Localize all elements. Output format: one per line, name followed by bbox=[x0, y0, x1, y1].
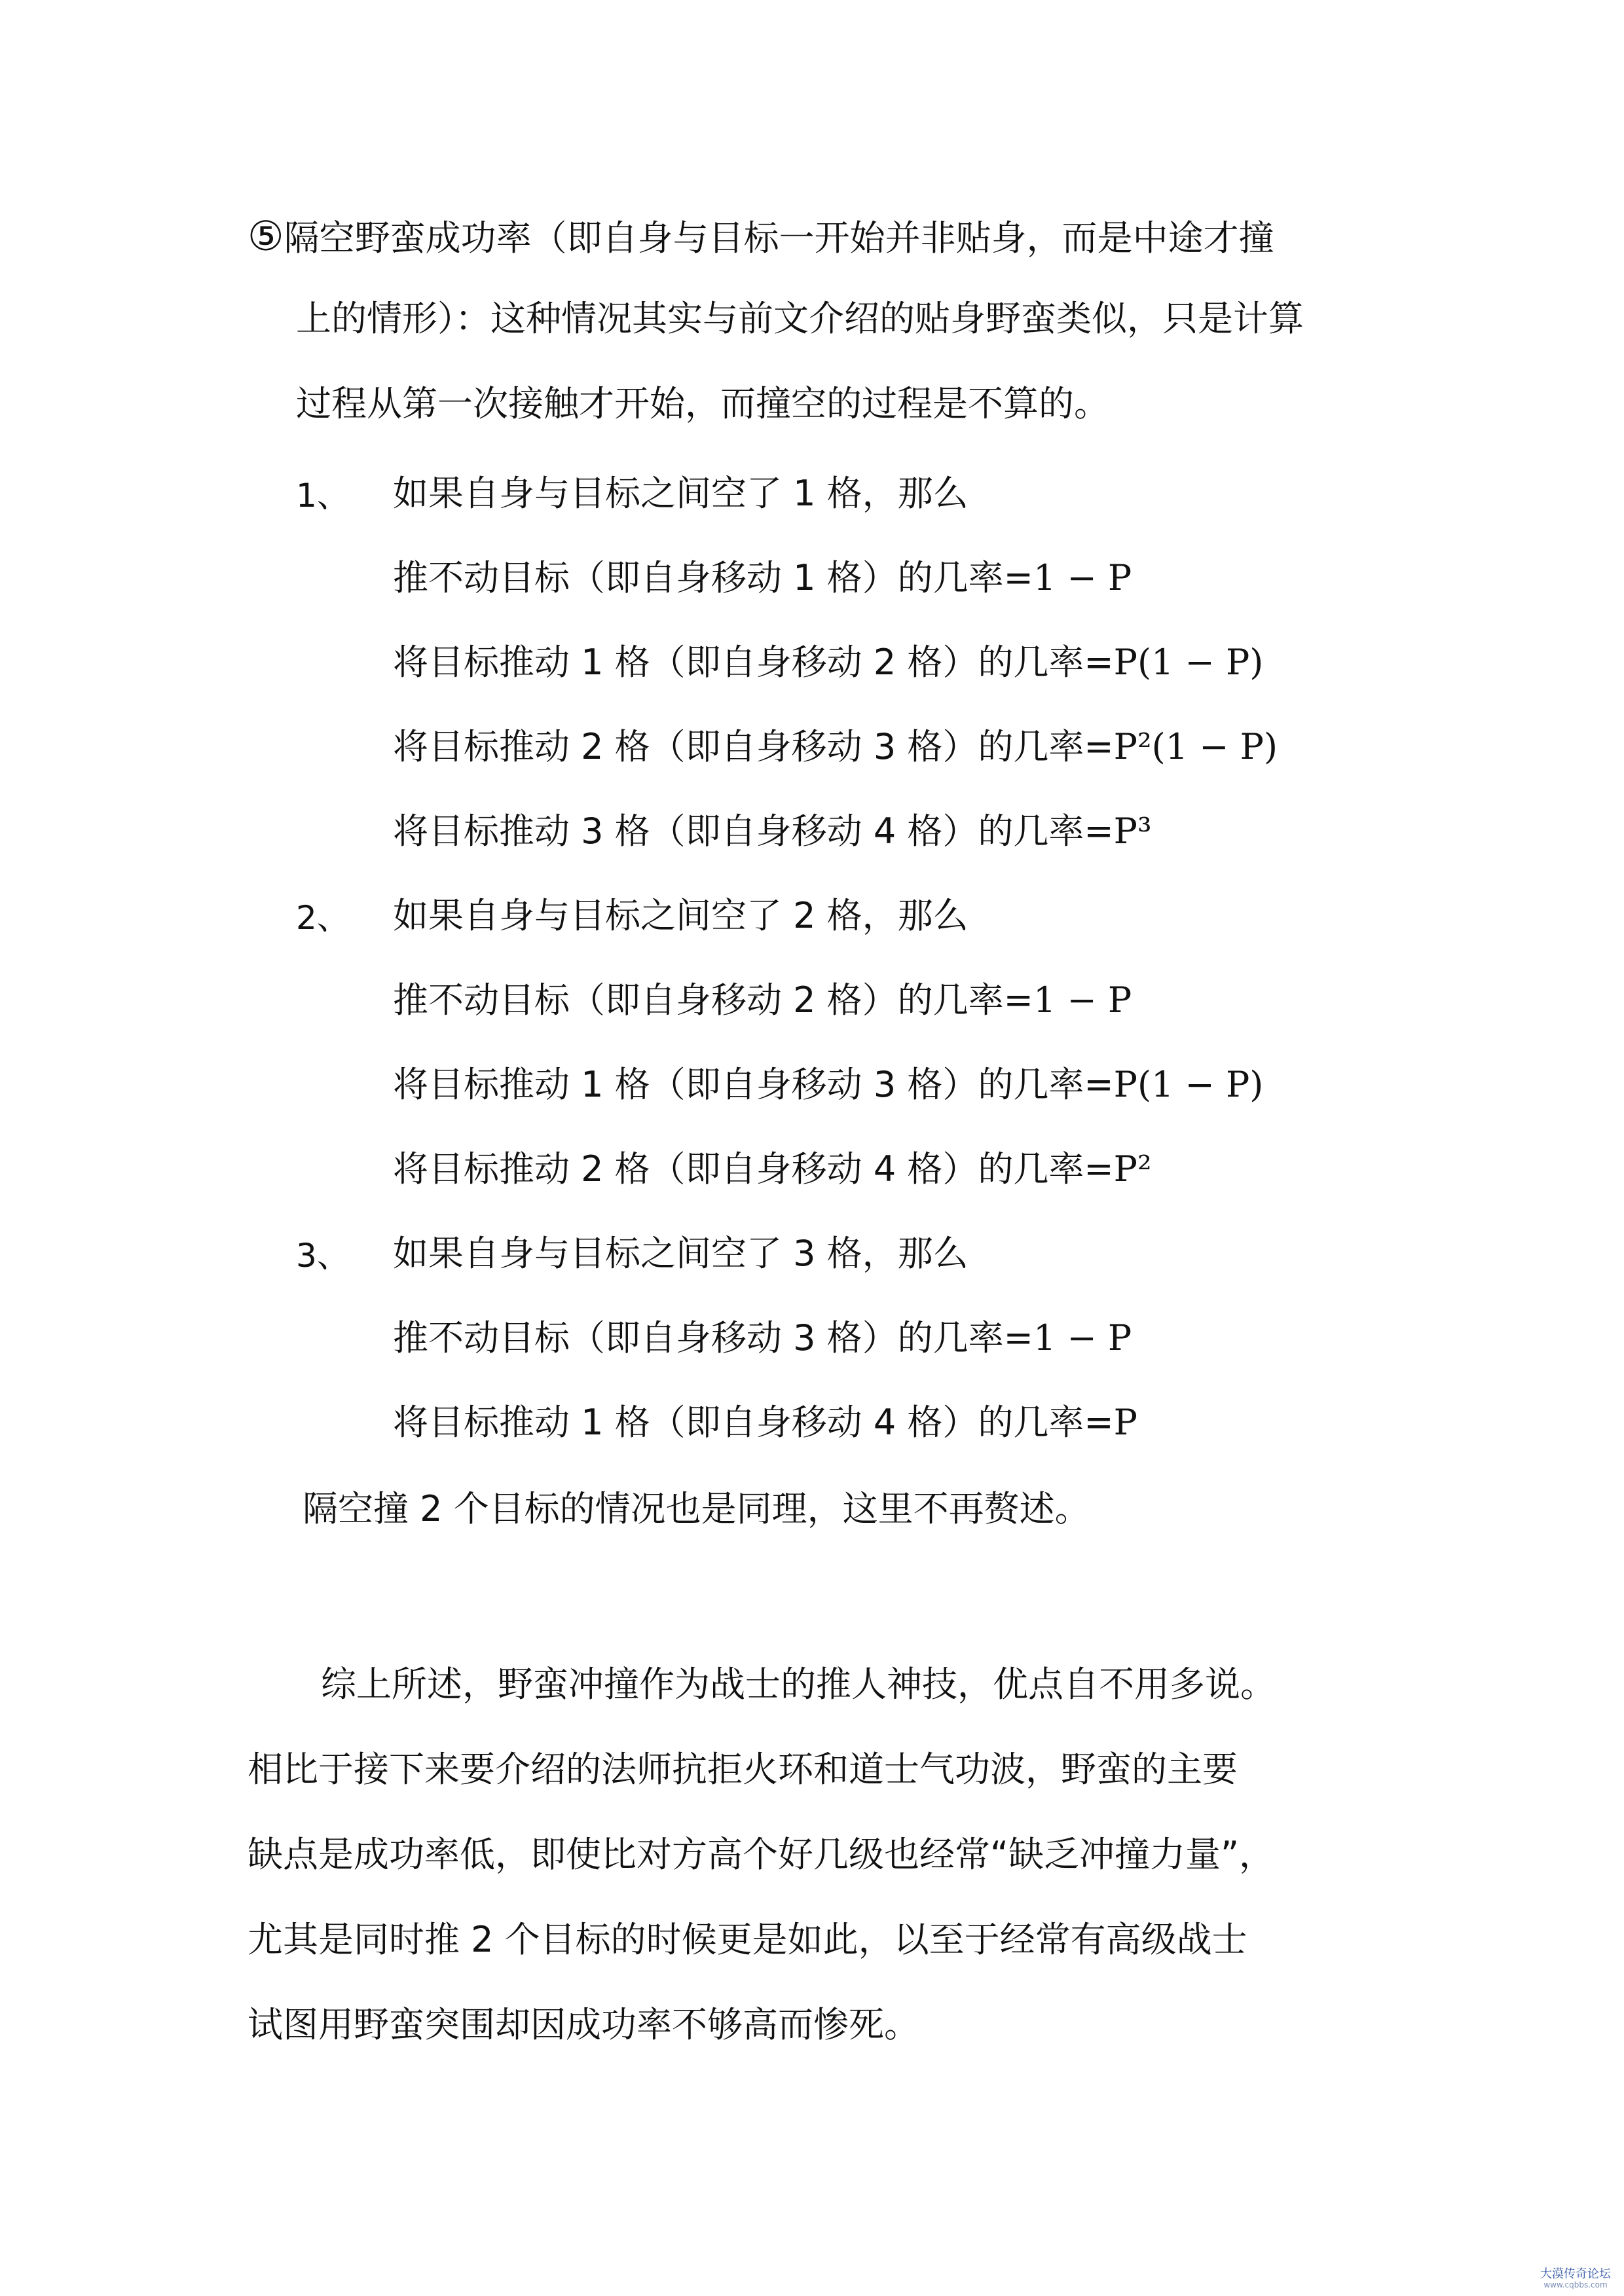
watermark bbox=[1540, 2268, 1611, 2289]
summary-line-5: 试图用野蛮突围却因成功率不够高而惨死。 bbox=[248, 2004, 919, 2045]
case-item-formula: P(1 − P) bbox=[1113, 1064, 1264, 1105]
case-item-formula: P²(1 − P) bbox=[1113, 726, 1278, 767]
case-3-item-2 bbox=[393, 1402, 1137, 1451]
summary-line-1: 综上所述，野蛮冲撞作为战士的推人神技，优点自不用多说。 bbox=[321, 1664, 1276, 1705]
note-line: 隔空撞 2 个目标的情况也是同理，这里不再赘述。 bbox=[303, 1488, 1090, 1529]
case-item-label: 将目标推动 2 格（即自身移动 3 格）的几率= bbox=[393, 726, 1114, 767]
section-5-line-1 bbox=[248, 212, 1274, 262]
case-1-heading: 如果自身与目标之间空了 1 格，那么 bbox=[393, 473, 969, 514]
case-2-item-3 bbox=[393, 1148, 1152, 1197]
section-5-line-2: 上的情形）：这种情况其实与前文介绍的贴身野蛮类似，只是计算 bbox=[296, 298, 1304, 339]
case-1-item-4 bbox=[393, 811, 1152, 860]
case-3-number: 3、 bbox=[296, 1237, 350, 1275]
case-item-label: 将目标推动 3 格（即自身移动 4 格）的几率= bbox=[393, 811, 1114, 852]
case-item-formula: P³ bbox=[1113, 811, 1152, 852]
case-1-item-2 bbox=[393, 642, 1264, 691]
watermark-title: 大漠传奇论坛 bbox=[1540, 2267, 1611, 2282]
case-item-formula: 1 − P bbox=[1033, 1317, 1132, 1358]
case-item-label: 将目标推动 1 格（即自身移动 2 格）的几率= bbox=[393, 642, 1114, 683]
section-5-line-3: 过程从第一次接触才开始，而撞空的过程是不算的。 bbox=[296, 383, 1109, 424]
case-1-number: 1、 bbox=[296, 477, 350, 515]
case-item-label: 将目标推动 1 格（即自身移动 3 格）的几率= bbox=[393, 1064, 1114, 1105]
case-2-number: 2、 bbox=[296, 899, 350, 937]
case-3-item-1 bbox=[393, 1317, 1132, 1366]
case-item-label: 推不动目标（即自身移动 1 格）的几率= bbox=[393, 557, 1033, 598]
case-item-formula: P(1 − P) bbox=[1113, 642, 1264, 683]
circled-number-5: ⑤ bbox=[248, 212, 284, 260]
case-item-formula: P bbox=[1113, 1402, 1137, 1443]
summary-line-4: 尤其是同时推 2 个目标的时候更是如此，以至于经常有高级战士 bbox=[248, 1919, 1247, 1960]
case-2-heading: 如果自身与目标之间空了 2 格，那么 bbox=[393, 895, 969, 936]
case-1-item-1 bbox=[393, 557, 1132, 606]
case-1-item-3 bbox=[393, 726, 1278, 775]
case-item-label: 将目标推动 1 格（即自身移动 4 格）的几率= bbox=[393, 1402, 1114, 1443]
case-2-item-1 bbox=[393, 979, 1132, 1029]
case-item-label: 推不动目标（即自身移动 2 格）的几率= bbox=[393, 979, 1033, 1021]
case-item-formula: 1 − P bbox=[1033, 979, 1132, 1021]
case-item-label: 将目标推动 2 格（即自身移动 4 格）的几率= bbox=[393, 1148, 1114, 1190]
case-3-heading: 如果自身与目标之间空了 3 格，那么 bbox=[393, 1233, 969, 1274]
section-5-text-1: 隔空野蛮成功率（即自身与目标一开始并非贴身，而是中途才撞 bbox=[284, 217, 1274, 259]
case-2-item-2 bbox=[393, 1064, 1264, 1113]
summary-line-2: 相比于接下来要介绍的法师抗拒火环和道士气功波，野蛮的主要 bbox=[248, 1749, 1238, 1790]
case-item-label: 推不动目标（即自身移动 3 格）的几率= bbox=[393, 1317, 1033, 1358]
watermark-url: www.cqbbs.com bbox=[1543, 2280, 1608, 2289]
case-item-formula: P² bbox=[1113, 1148, 1152, 1190]
case-item-formula: 1 − P bbox=[1033, 557, 1132, 598]
summary-line-3: 缺点是成功率低，即使比对方高个好几级也经常“缺乏冲撞力量”， bbox=[248, 1834, 1274, 1875]
